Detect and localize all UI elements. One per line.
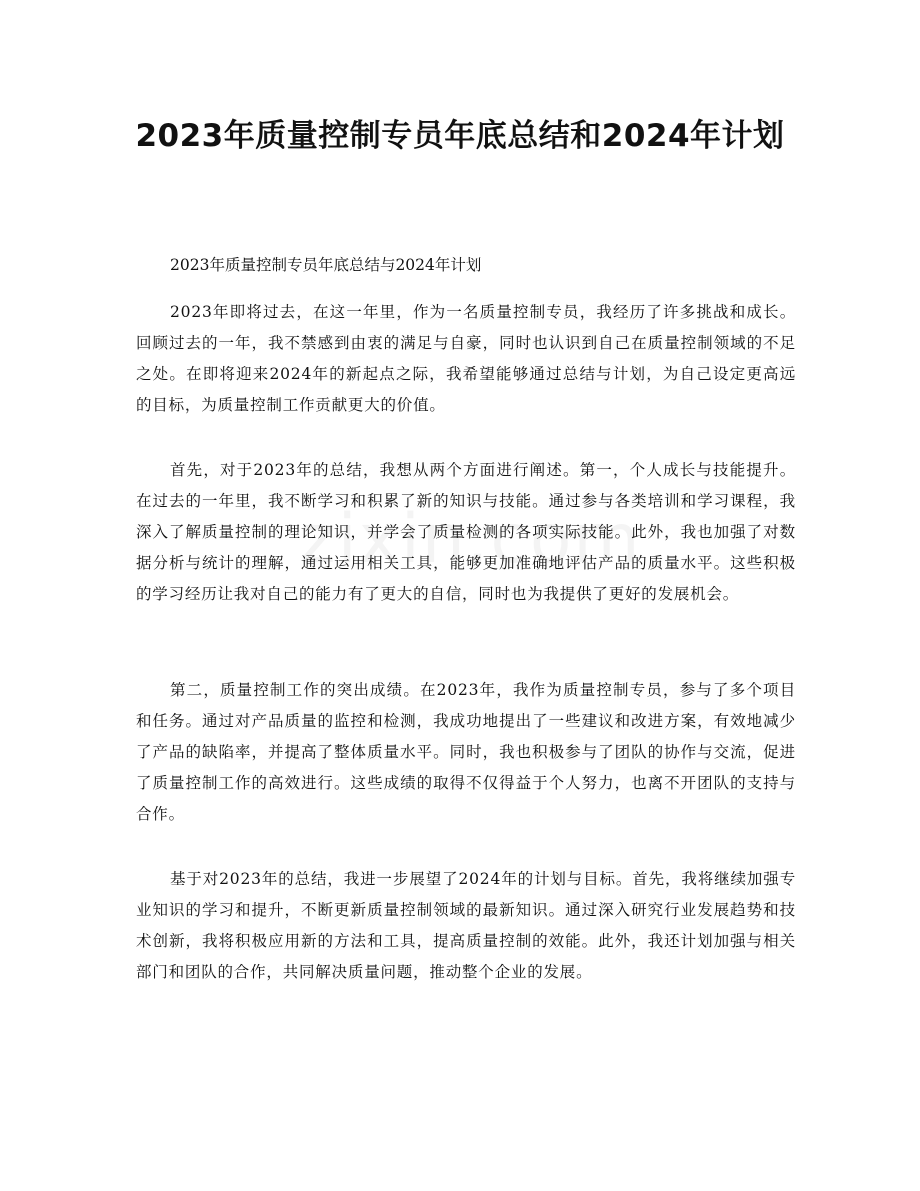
- paragraph-intro: 2023年即将过去，在这一年里，作为一名质量控制专员，我经历了许多挑战和成长。回顾过去的一年，我不禁感到由衷的满足与自豪，同时也认识到自己在质量控制领域的不足之处。在即将迎来2024年的新起点之际，我希望能够通过总结与计划，为自己设定更高远的目标，为质量控制工作贡献更大的价值。: [136, 303, 796, 414]
- paragraph-achievements: 第二，质量控制工作的突出成绩。在2023年，我作为质量控制专员，参与了多个项目和任务。通过对产品质量的监控和检测，我成功地提出了一些建议和改进方案，有效地减少了产品的缺陷率，并提高了整体质量水平。同时，我也积极参与了团队的协作与交流，促进了质量控制工作的高效进行。这些成绩的取得不仅得益于个人努力，也离不开团队的支持与合作。: [136, 681, 796, 823]
- paragraph-2024-plan: 基于对2023年的总结，我进一步展望了2024年的计划与目标。首先，我将继续加强专业知识的学习和提升，不断更新质量控制领域的最新知识。通过深入研究行业发展趋势和技术创新，我将积极应用新的方法和工具，提高质量控制的效能。此外，我还计划加强与相关部门和团队的合作，共同解决质量问题，推动整个企业的发展。: [136, 870, 796, 981]
- paragraph-personal-growth: 首先，对于2023年的总结，我想从两个方面进行阐述。第一，个人成长与技能提升。在过去的一年里，我不断学习和积累了新的知识与技能。通过参与各类培训和学习课程，我深入了解质量控制的理论知识，并学会了质量检测的各项实际技能。此外，我也加强了对数据分析与统计的理解，通过运用相关工具，能够更加准确地评估产品的质量水平。这些积极的学习经历让我对自己的能力有了更大的自信，同时也为我提供了更好的发展机会。: [136, 461, 796, 603]
- document-title: 2023年质量控制专员年底总结和2024年计划: [135, 118, 785, 154]
- document-subtitle: 2023年质量控制专员年底总结与2024年计划: [170, 256, 482, 274]
